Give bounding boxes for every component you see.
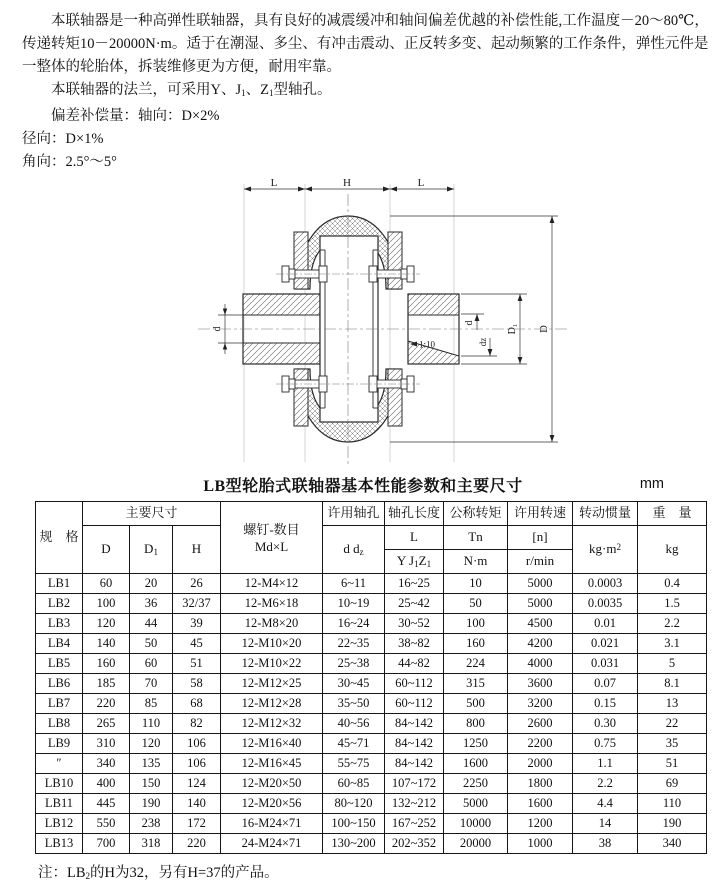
table-cell: 12-M6×18	[221, 594, 323, 614]
table-cell: 4500	[508, 614, 573, 634]
table-row	[36, 834, 707, 854]
intro-paragraph-2: 本联轴器的法兰，可采用Y、$J_1$、$Z_1$型轴孔。	[51, 82, 332, 98]
table-cell: 12-M12×25	[221, 674, 323, 694]
dim-label-l1: L	[270, 177, 278, 189]
taper-label: 1:10	[419, 339, 436, 350]
table-cell: 190	[638, 814, 707, 834]
table-cell: 25~42	[385, 594, 444, 614]
table-title-row	[0, 473, 726, 498]
header-inertia-unit: $kg\cdot m^2$	[573, 526, 638, 574]
table-cell: 12-M20×50	[221, 774, 323, 794]
table-cell: 0.4	[638, 574, 707, 594]
table-cell: 4000	[508, 654, 573, 674]
table-cell: 0.031	[573, 654, 638, 674]
table-cell: 340	[638, 834, 707, 854]
table-cell: 20	[130, 574, 173, 594]
dim-label-big-d: D	[539, 325, 550, 333]
table-cell: 5000	[508, 574, 573, 594]
table-cell: 265	[83, 714, 130, 734]
table-cell: 0.021	[573, 634, 638, 654]
table-cell: 202~352	[385, 834, 444, 854]
table-cell: 160	[444, 634, 508, 654]
table-cell: 14	[573, 814, 638, 834]
table-cell: 4200	[508, 634, 573, 654]
table-cell: 0.07	[573, 674, 638, 694]
table-cell: 6~11	[323, 574, 385, 594]
table-cell: 22	[638, 714, 707, 734]
header-inertia: 转动惯量	[573, 502, 638, 526]
table-cell: 220	[83, 694, 130, 714]
table-cell: LB10	[36, 774, 83, 794]
header-weight: 重 量	[638, 502, 707, 526]
table-cell: 68	[173, 694, 221, 714]
table-cell: 1.1	[573, 754, 638, 774]
table-cell: 80~120	[323, 794, 385, 814]
table-cell: 84~142	[385, 734, 444, 754]
header-main-dims: 主要尺寸	[83, 502, 221, 526]
table-cell: ″	[36, 754, 83, 774]
table-cell: 3.1	[638, 634, 707, 654]
table-cell: 30~52	[385, 614, 444, 634]
compensation-angular: 角向：2.5°～5°	[22, 154, 117, 170]
table-cell: 32/37	[173, 594, 221, 614]
table-cell: 238	[130, 814, 173, 834]
table-cell: 445	[83, 794, 130, 814]
table-cell: 140	[83, 634, 130, 654]
table-cell: 3600	[508, 674, 573, 694]
parameters-table	[35, 501, 707, 854]
dimension-top	[244, 177, 454, 192]
table-cell: 700	[83, 834, 130, 854]
table-cell: LB5	[36, 654, 83, 674]
table-cell: 16~25	[385, 574, 444, 594]
table-cell: 12-M12×32	[221, 714, 323, 734]
table-row	[36, 614, 707, 634]
table-cell: 38~82	[385, 634, 444, 654]
dim-label-d1: D₁	[507, 323, 518, 335]
table-cell: 315	[444, 674, 508, 694]
table-cell: 400	[83, 774, 130, 794]
header-torque-sym: Tn	[444, 526, 508, 550]
table-row	[36, 654, 707, 674]
table-cell: 39	[173, 614, 221, 634]
table-cell: 12-M12×28	[221, 694, 323, 714]
dim-label-dz: dz	[478, 337, 488, 347]
table-cell: 0.0003	[573, 574, 638, 594]
table-cell: 50	[444, 594, 508, 614]
table-cell: 1250	[444, 734, 508, 754]
table-row	[36, 794, 707, 814]
header-bore-len-l: L	[385, 526, 444, 550]
table-cell: 0.30	[573, 714, 638, 734]
table-cell: 800	[444, 714, 508, 734]
table-cell: 84~142	[385, 754, 444, 774]
table-cell: 16~24	[323, 614, 385, 634]
table-cell: 10	[444, 574, 508, 594]
table-cell: 550	[83, 814, 130, 834]
table-cell: 5	[638, 654, 707, 674]
header-spec: 规 格	[36, 502, 83, 574]
header-row-1	[36, 502, 707, 526]
table-row	[36, 754, 707, 774]
table-cell: 16-M24×71	[221, 814, 323, 834]
table-cell: 60	[83, 574, 130, 594]
table-unit-label: mm	[639, 476, 664, 492]
table-row	[36, 774, 707, 794]
table-cell: 8.1	[638, 674, 707, 694]
table-cell: 2250	[444, 774, 508, 794]
table-cell: 55~75	[323, 754, 385, 774]
header-torque: 公称转矩	[444, 502, 508, 526]
table-cell: 12-M16×40	[221, 734, 323, 754]
table-cell: 2200	[508, 734, 573, 754]
table-cell: 85	[130, 694, 173, 714]
table-cell: LB9	[36, 734, 83, 754]
intro-paragraph-1: 本联轴器是一种高弹性联轴器，具有良好的减震缓冲和轴间偏差优越的补偿性能,工作温度－20～80℃，传递转矩10－20000N·m。适于在潮湿、多尘、有冲击震动、正反转多变、起动频繁的工作条件，弹性元件是一整体的轮胎体，拆装维修更为方便，耐用牢靠。	[22, 13, 709, 75]
table-cell: 1600	[508, 794, 573, 814]
header-screw	[221, 502, 323, 574]
table-cell: 1000	[508, 834, 573, 854]
table-cell: 26	[173, 574, 221, 594]
table-cell: 5000	[444, 794, 508, 814]
table-cell: 38	[573, 834, 638, 854]
table-cell: 140	[173, 794, 221, 814]
table-cell: 185	[83, 674, 130, 694]
table-cell: 45~71	[323, 734, 385, 754]
table-cell: 60	[130, 654, 173, 674]
table-row	[36, 574, 707, 594]
table-cell: 45	[173, 634, 221, 654]
table-cell: 10000	[444, 814, 508, 834]
table-cell: 4.4	[573, 794, 638, 814]
table-row	[36, 714, 707, 734]
table-cell: 22~35	[323, 634, 385, 654]
table-cell: LB2	[36, 594, 83, 614]
table-cell: 20000	[444, 834, 508, 854]
table-cell: 0.0035	[573, 594, 638, 614]
table-cell: LB13	[36, 834, 83, 854]
header-d1: $D_1$	[130, 526, 173, 574]
table-cell: 25~38	[323, 654, 385, 674]
table-cell: LB12	[36, 814, 83, 834]
header-d: D	[83, 526, 130, 574]
header-screw-line1: 螺钉-数目	[243, 521, 300, 537]
table-cell: 10~19	[323, 594, 385, 614]
table-cell: 35~50	[323, 694, 385, 714]
table-row	[36, 694, 707, 714]
table-cell: 44~82	[385, 654, 444, 674]
table-cell: 1200	[508, 814, 573, 834]
table-cell: LB7	[36, 694, 83, 714]
table-cell: 1600	[444, 754, 508, 774]
table-cell: 2000	[508, 754, 573, 774]
table-cell: 12-M16×45	[221, 754, 323, 774]
table-cell: 84~142	[385, 714, 444, 734]
compensation-axial: 偏差补偿量：轴向：D×2%	[51, 108, 220, 124]
intro-text-block	[22, 10, 712, 174]
header-speed-unit: r/min	[508, 550, 573, 574]
table-cell: 2.2	[638, 614, 707, 634]
table-cell: 30~45	[323, 674, 385, 694]
table-cell: 12-M10×20	[221, 634, 323, 654]
compensation-radial: 径向：D×1%	[22, 131, 104, 147]
table-cell: 51	[173, 654, 221, 674]
table-cell: 70	[130, 674, 173, 694]
table-cell: 60~112	[385, 674, 444, 694]
table-cell: 0.01	[573, 614, 638, 634]
table-cell: 2.2	[573, 774, 638, 794]
table-cell: 36	[130, 594, 173, 614]
table-row	[36, 594, 707, 614]
table-cell: 24-M24×71	[221, 834, 323, 854]
table-cell: 100	[83, 594, 130, 614]
table-cell: 0.75	[573, 734, 638, 754]
table-cell: 82	[173, 714, 221, 734]
table-cell: 13	[638, 694, 707, 714]
table-cell: 130~200	[323, 834, 385, 854]
table-cell: 100~150	[323, 814, 385, 834]
table-cell: 120	[130, 734, 173, 754]
table-cell: 69	[638, 774, 707, 794]
table-cell: 172	[173, 814, 221, 834]
table-cell: 340	[83, 754, 130, 774]
table-cell: 318	[130, 834, 173, 854]
table-cell: 150	[130, 774, 173, 794]
table-cell: 107~172	[385, 774, 444, 794]
table-cell: LB8	[36, 714, 83, 734]
table-title: LB型轮胎式联轴器基本性能参数和主要尺寸	[203, 478, 523, 495]
table-cell: 60~112	[385, 694, 444, 714]
table-cell: 160	[83, 654, 130, 674]
dim-label-h: H	[343, 177, 351, 189]
table-cell: 40~56	[323, 714, 385, 734]
table-cell: 106	[173, 734, 221, 754]
table-row	[36, 674, 707, 694]
table-row	[36, 634, 707, 654]
table-cell: 310	[83, 734, 130, 754]
table-cell: 124	[173, 774, 221, 794]
header-bore-len-types: Y $J_1Z_1$	[385, 550, 444, 574]
table-cell: 3200	[508, 694, 573, 714]
table-cell: 167~252	[385, 814, 444, 834]
table-row	[36, 734, 707, 754]
table-cell: 5000	[508, 594, 573, 614]
table-cell: LB1	[36, 574, 83, 594]
footnote: 注：$LB_2$的H为32，另有H=37的产品。	[38, 865, 279, 881]
table-cell: 106	[173, 754, 221, 774]
table-cell: 100	[444, 614, 508, 634]
table-cell: 58	[173, 674, 221, 694]
table-cell: 190	[130, 794, 173, 814]
header-torque-unit: N·m	[444, 550, 508, 574]
dim-label-d-right: d	[464, 320, 475, 326]
table-cell: 50	[130, 634, 173, 654]
table-cell: 135	[130, 754, 173, 774]
technical-drawing-svg	[0, 176, 726, 468]
table-cell: 51	[638, 754, 707, 774]
table-cell: LB11	[36, 794, 83, 814]
header-screw-line2: Md×L	[254, 538, 289, 554]
header-row-2	[36, 526, 707, 550]
table-cell: 12-M20×56	[221, 794, 323, 814]
table-cell: 110	[130, 714, 173, 734]
table-cell: 60~85	[323, 774, 385, 794]
table-cell: 132~212	[385, 794, 444, 814]
dim-label-l2: L	[417, 177, 425, 189]
table-cell: 1800	[508, 774, 573, 794]
table-cell: LB6	[36, 674, 83, 694]
table-cell: 1.5	[638, 594, 707, 614]
table-row	[36, 814, 707, 834]
dim-label-d-left: d	[212, 326, 223, 332]
header-speed-sym: [n]	[508, 526, 573, 550]
header-bore-sub: d $d_z$	[323, 526, 385, 574]
header-bore-len: 轴孔长度	[385, 502, 444, 526]
table-cell: 12-M8×20	[221, 614, 323, 634]
coupling-section-drawing	[0, 176, 726, 473]
table-cell: 35	[638, 734, 707, 754]
table-cell: LB4	[36, 634, 83, 654]
header-weight-unit: kg	[638, 526, 707, 574]
table-cell: 500	[444, 694, 508, 714]
table-body	[36, 574, 707, 854]
table-cell: 110	[638, 794, 707, 814]
table-cell: LB3	[36, 614, 83, 634]
table-cell: 224	[444, 654, 508, 674]
table-cell: 0.15	[573, 694, 638, 714]
header-bore: 许用轴孔	[323, 502, 385, 526]
table-cell: 12-M10×22	[221, 654, 323, 674]
table-header	[36, 502, 707, 574]
header-h: H	[173, 526, 221, 574]
header-speed: 许用转速	[508, 502, 573, 526]
table-cell: 12-M4×12	[221, 574, 323, 594]
table-cell: 44	[130, 614, 173, 634]
table-cell: 120	[83, 614, 130, 634]
table-cell: 220	[173, 834, 221, 854]
table-cell: 2600	[508, 714, 573, 734]
